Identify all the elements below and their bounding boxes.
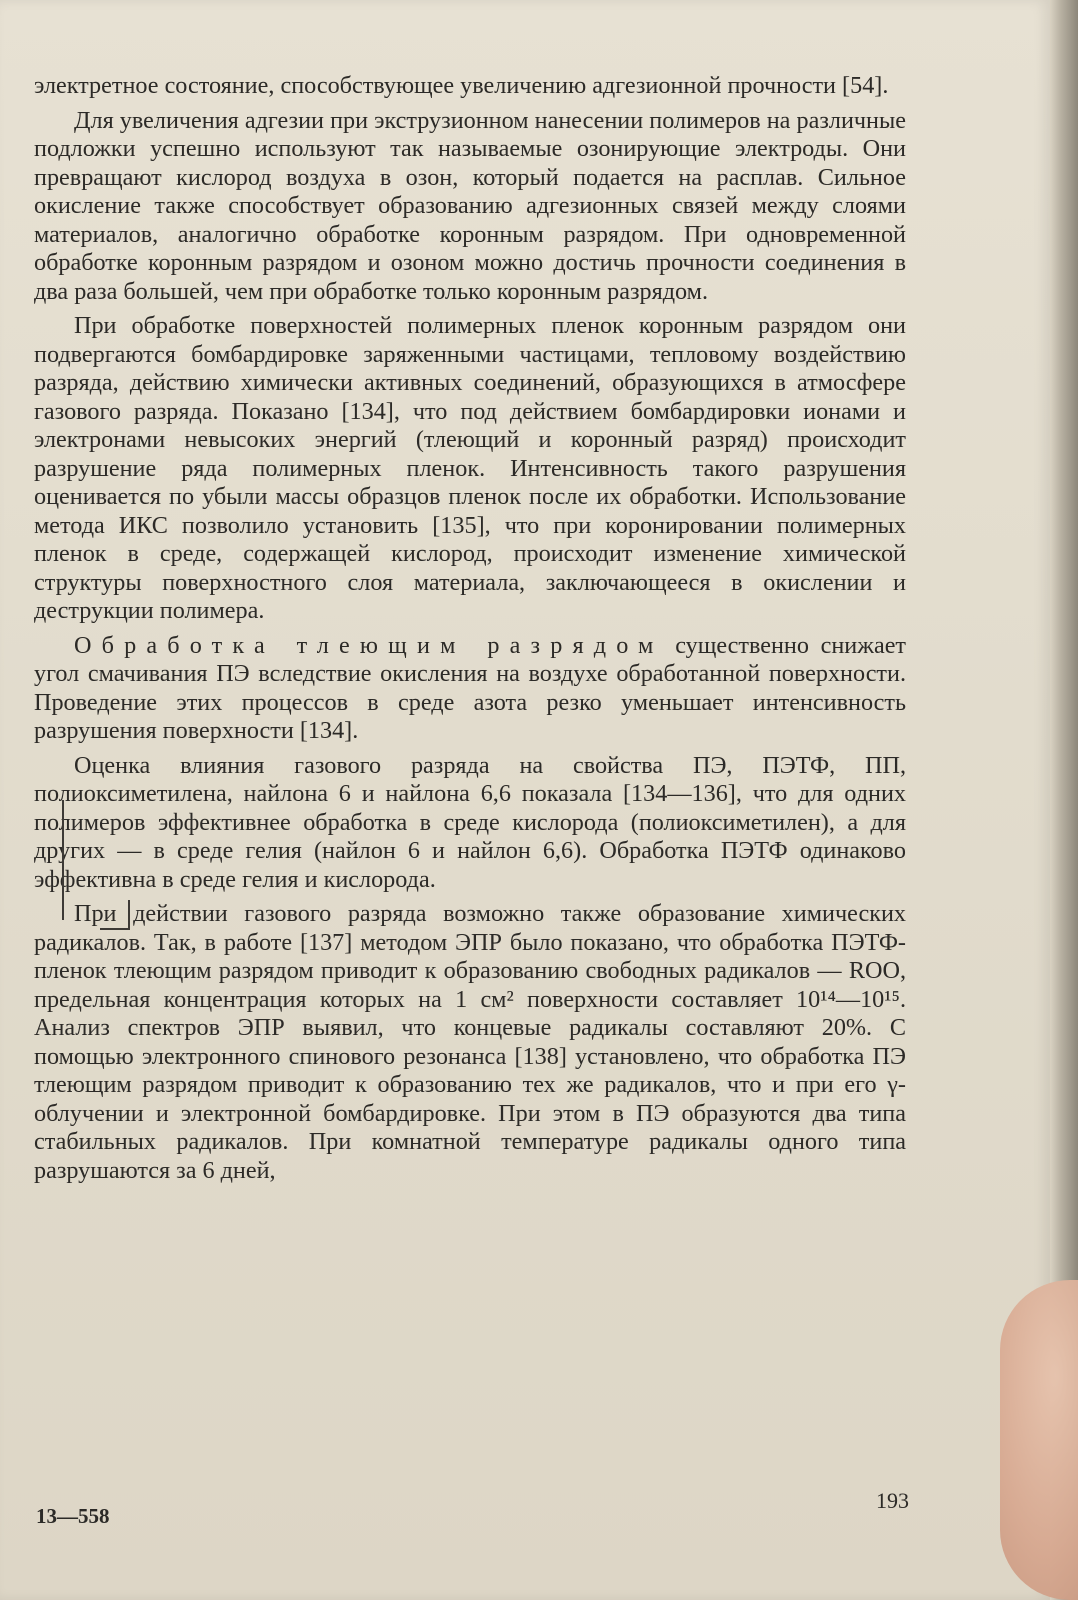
printer-signature: 13—558: [36, 1504, 110, 1528]
paragraph-6: При действии газового разряда возможно также образование химических радикалов. Так, в работе [137] методом ЭПР было показано, что обработка ПЭТФ-пленок тлеющим разрядом приводит к образованию свободных радикалов — ROO, предельная концентрация которых на 1 см² поверхности составляет 10¹⁴—10¹⁵. Анализ спектров ЭПР выявил, что концевые радикалы составляют 20%. С помощью электронного спинового резонанса [138] установлено, что обработка ПЭ тлеющим разрядом приводит к образованию тех же радикалов, что и при его γ-облучении и электронной бомбардировке. При этом в ПЭ образуются два типа стабильных радикалов. При комнатной температуре радикалы одного типа разрушаются за 6 дней,: [34, 900, 906, 1184]
page-number: 193: [876, 1488, 909, 1513]
body-text: [34, 72, 906, 1191]
pencil-bracket-end-mark: [100, 900, 130, 930]
paragraph-4-rest: существенно снижает угол смачивания ПЭ вследствие окисления на воздухе обработанной поверхности. Проведение этих процессов в среде азота резко уменьшает интенсивность разрушения поверхности [134].: [34, 631, 906, 744]
paragraph-4: [34, 632, 906, 746]
paragraph-1: электретное состояние, способствующее увеличению адгезионной прочности [54].: [34, 72, 889, 99]
paragraph-2: Для увеличения адгезии при экструзионном нанесении полимеров на различные подложки успешно используют так называемые озонирующие электроды. Они превращают кислород воздуха в озон, который подается на расплав. Сильное окисление также способствует образованию адгезионных связей между слоями материалов, аналогично обработке коронным разрядом. При одновременной обработке коронным разрядом и озоном можно достичь прочности соединения в два раза большей, чем при обработке только коронным разрядом.: [34, 106, 906, 305]
spaced-lead-text: Обработка тлеющим разрядом: [74, 631, 664, 659]
paragraph-5: Оценка влияния газового разряда на свойства ПЭ, ПЭТФ, ПП, полиоксиметилена, найлона 6 и найлона 6,6 показала [134—136], что для одних полимеров эффективнее обработка в среде кислорода (полиоксиметилен), а для других — в среде гелия (найлон 6 и найлон 6,6). Обработка ПЭТФ одинаково эффективна в среде гелия и кислорода.: [34, 751, 906, 893]
pencil-bracket-mark: [62, 800, 82, 920]
thumb: [1000, 1280, 1078, 1600]
paragraph-3: При обработке поверхностей полимерных пленок коронным разрядом они подвергаются бомбардировке заряженными частицами, тепловому воздействию разряда, действию химически активных соединений, образующихся в атмосфере газового разряда. Показано [134], что под действием бомбардировки ионами и электронами невысоких энергий (тлеющий и коронный разряд) происходит разрушение ряда полимерных пленок. Интенсивность такого разрушения оценивается по убыли массы образцов пленок после их обработки. Использование метода ИКС позволило установить [135], что при коронировании полимерных пленок в среде, содержащей кислород, происходит изменение химической структуры поверхностного слоя материала, заключающееся в окислении и деструкции полимера.: [34, 312, 906, 624]
